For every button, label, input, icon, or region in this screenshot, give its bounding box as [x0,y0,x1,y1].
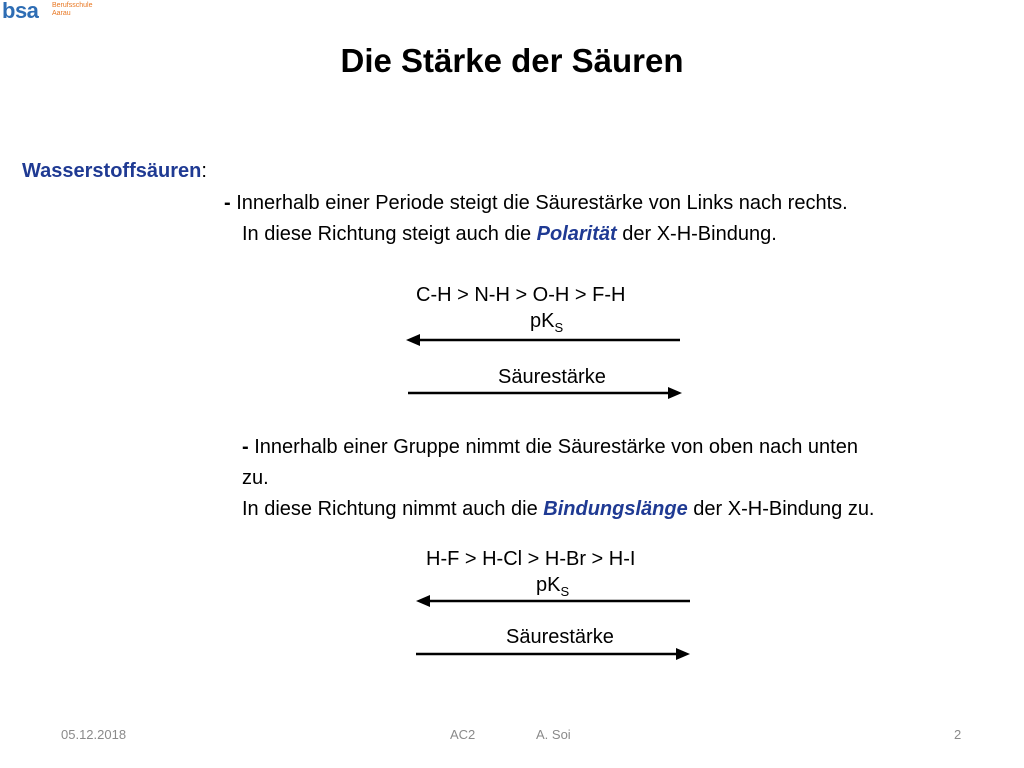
block2-line2-post: der X-H-Bindung zu. [687,498,875,520]
footer-date: 05.12.2018 [61,727,127,742]
block1-bullet: - [224,192,231,214]
block2-line1b: zu. [242,467,269,489]
slide-title: Die Stärke der Säuren [340,42,684,79]
block1-acid-label: Säurestärke [498,366,606,388]
block2-pks-sub: S [560,584,570,599]
block1-pks-arrow [406,334,680,346]
footer-author: A. Soi [536,727,571,742]
block2-pks-arrow [416,595,690,607]
logo-sub-line1: Berufsschule [52,2,93,9]
footer-course: AC2 [450,727,476,742]
block1-acid-arrow [408,387,682,399]
block1-pks-sub: S [554,320,564,335]
section-colon: : [201,160,207,182]
block2-series: H-F > H-Cl > H-Br > H-I [426,548,636,570]
bindungslaenge-term: Bindungslänge [543,498,688,520]
polaritaet-term: Polarität [536,223,617,245]
section-label: Wasserstoffsäuren [22,160,202,182]
block2-line2-pre: In diese Richtung nimmt auch die [242,498,544,520]
block1-line1-text: Innerhalb einer Periode steigt die Säurestärke von Links nach rechts. [236,192,848,214]
block1-line2-post: der X-H-Bindung. [616,223,777,245]
block2-pks-label: pK [536,574,561,596]
block1-line2-pre: In diese Richtung steigt auch die [242,223,537,245]
block1-pks-label: pK [530,310,555,332]
block1-series: C-H > N-H > O-H > F-H [416,284,626,306]
logo-sub-line2: Aarau [52,10,71,17]
logo-text: bsa [2,0,39,23]
block2-line1-text: Innerhalb einer Gruppe nimmt die Säurestärke von oben nach unten [254,436,858,458]
block2-bullet: - [242,436,249,458]
footer-page-number: 2 [954,727,962,742]
block2-acid-label: Säurestärke [506,626,614,648]
block2-acid-arrow [416,648,690,660]
